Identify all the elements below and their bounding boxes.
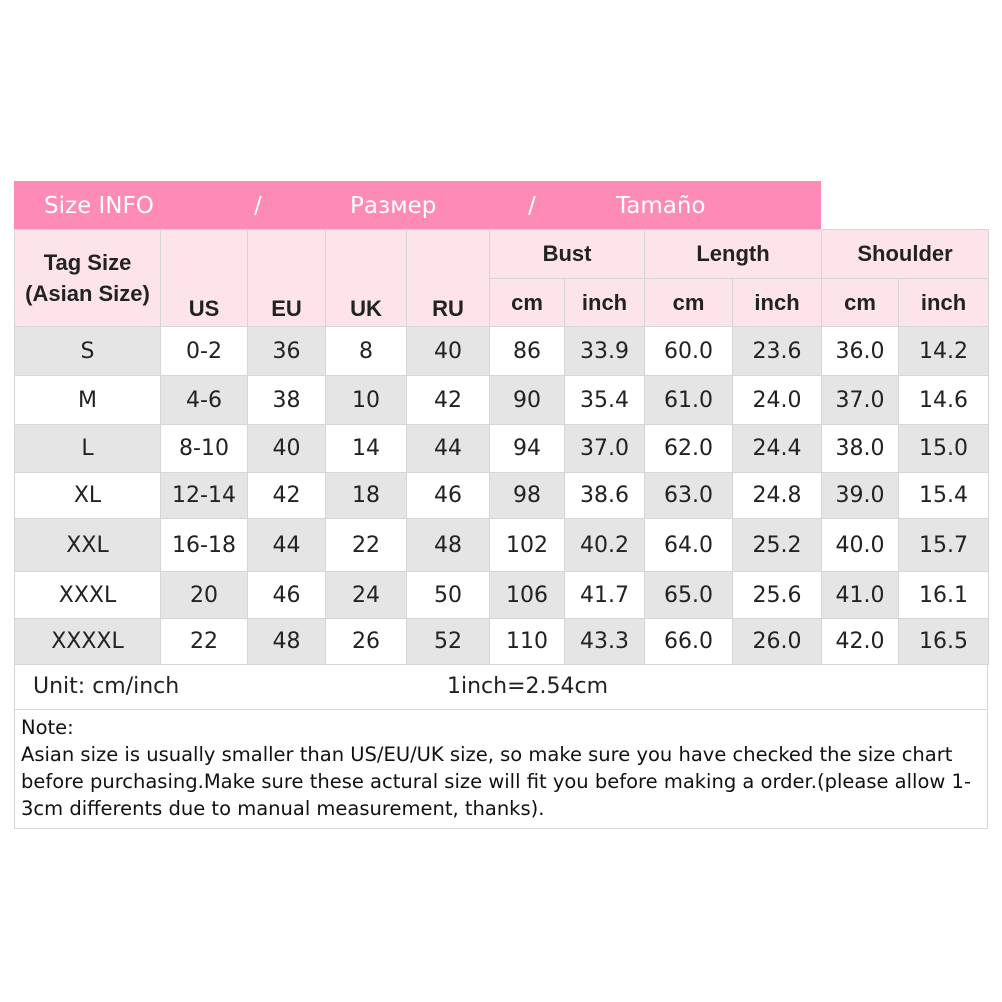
- cell-tag: S: [15, 327, 161, 376]
- table-row: [15, 519, 989, 572]
- cell-shoulder-cm: 37.0: [822, 376, 899, 425]
- cell-shoulder-cm: 42.0: [822, 619, 899, 665]
- cell-us: 16-18: [161, 519, 248, 572]
- cell-length-inch: 24.8: [733, 473, 822, 519]
- cell-eu: 40: [248, 425, 326, 473]
- cell-shoulder-inch: 15.4: [899, 473, 989, 519]
- cell-tag: XXXL: [15, 572, 161, 619]
- cell-uk: 18: [326, 473, 407, 519]
- header-bust: Bust: [490, 230, 645, 279]
- cell-shoulder-cm: 38.0: [822, 425, 899, 473]
- unit-label: Unit: cm/inch: [33, 674, 180, 699]
- header-shoulder-inch: inch: [899, 279, 989, 327]
- cell-ru: 44: [407, 425, 490, 473]
- unit-row: [14, 665, 988, 710]
- cell-bust-inch: 41.7: [565, 572, 645, 619]
- header-shoulder: Shoulder: [822, 230, 989, 279]
- cell-bust-inch: 40.2: [565, 519, 645, 572]
- cell-length-cm: 63.0: [645, 473, 733, 519]
- cell-shoulder-inch: 16.5: [899, 619, 989, 665]
- cell-tag: XXL: [15, 519, 161, 572]
- header-us: US: [161, 230, 248, 327]
- cell-shoulder-inch: 14.2: [899, 327, 989, 376]
- cell-eu: 48: [248, 619, 326, 665]
- cell-eu: 36: [248, 327, 326, 376]
- header-eu: EU: [248, 230, 326, 327]
- note-box: [14, 710, 988, 829]
- cell-bust-inch: 35.4: [565, 376, 645, 425]
- header-bust-cm: cm: [490, 279, 565, 327]
- cell-ru: 46: [407, 473, 490, 519]
- cell-shoulder-cm: 41.0: [822, 572, 899, 619]
- cell-us: 22: [161, 619, 248, 665]
- cell-length-cm: 65.0: [645, 572, 733, 619]
- cell-uk: 10: [326, 376, 407, 425]
- banner-separator: /: [254, 193, 262, 219]
- cell-ru: 52: [407, 619, 490, 665]
- cell-ru: 48: [407, 519, 490, 572]
- cell-shoulder-inch: 16.1: [899, 572, 989, 619]
- cell-us: 20: [161, 572, 248, 619]
- cell-uk: 14: [326, 425, 407, 473]
- cell-length-cm: 66.0: [645, 619, 733, 665]
- cell-length-cm: 60.0: [645, 327, 733, 376]
- note-title: Note:: [21, 716, 74, 739]
- cell-bust-cm: 102: [490, 519, 565, 572]
- cell-ru: 42: [407, 376, 490, 425]
- banner-separator: /: [528, 193, 536, 219]
- cell-bust-cm: 106: [490, 572, 565, 619]
- table-row: [15, 619, 989, 665]
- cell-length-cm: 64.0: [645, 519, 733, 572]
- cell-ru: 40: [407, 327, 490, 376]
- cell-shoulder-cm: 36.0: [822, 327, 899, 376]
- header-length: Length: [645, 230, 822, 279]
- cell-bust-cm: 98: [490, 473, 565, 519]
- cell-length-cm: 62.0: [645, 425, 733, 473]
- cell-us: 0-2: [161, 327, 248, 376]
- cell-ru: 50: [407, 572, 490, 619]
- cell-bust-cm: 110: [490, 619, 565, 665]
- header-bust-inch: inch: [565, 279, 645, 327]
- header-shoulder-cm: cm: [822, 279, 899, 327]
- header-tag-size-line2: (Asian Size): [25, 281, 150, 306]
- cell-tag: M: [15, 376, 161, 425]
- cell-shoulder-cm: 40.0: [822, 519, 899, 572]
- cell-bust-cm: 90: [490, 376, 565, 425]
- header-length-cm: cm: [645, 279, 733, 327]
- header-tag-size-line1: Tag Size: [43, 250, 132, 275]
- cell-shoulder-inch: 15.7: [899, 519, 989, 572]
- conversion-label: 1inch=2.54cm: [447, 674, 609, 699]
- header-tag-size: [15, 230, 161, 327]
- header-ru: RU: [407, 230, 490, 327]
- cell-shoulder-cm: 39.0: [822, 473, 899, 519]
- note-body: Asian size is usually smaller than US/EU/UK size, so make sure you have checked the size chart before purchasing.Make sure these actural size will fit you before making a order.(please allow 1-3cm differents due to manual measurement, thanks).: [21, 743, 971, 820]
- table-row: [15, 473, 989, 519]
- cell-us: 12-14: [161, 473, 248, 519]
- cell-tag: XXXXL: [15, 619, 161, 665]
- cell-bust-cm: 86: [490, 327, 565, 376]
- cell-eu: 44: [248, 519, 326, 572]
- cell-uk: 24: [326, 572, 407, 619]
- header-uk: UK: [326, 230, 407, 327]
- cell-us: 4-6: [161, 376, 248, 425]
- cell-length-inch: 25.2: [733, 519, 822, 572]
- cell-uk: 22: [326, 519, 407, 572]
- table-row: [15, 376, 989, 425]
- cell-bust-inch: 33.9: [565, 327, 645, 376]
- cell-length-inch: 26.0: [733, 619, 822, 665]
- size-chart: [14, 181, 988, 829]
- table-row: [15, 572, 989, 619]
- cell-eu: 42: [248, 473, 326, 519]
- banner-size-info: Size INFO: [44, 193, 154, 219]
- title-banner: [14, 181, 821, 229]
- cell-bust-inch: 37.0: [565, 425, 645, 473]
- cell-tag: L: [15, 425, 161, 473]
- size-table: [14, 229, 989, 665]
- cell-length-inch: 23.6: [733, 327, 822, 376]
- banner-tamano: Tamaño: [616, 193, 706, 219]
- cell-length-inch: 25.6: [733, 572, 822, 619]
- cell-length-cm: 61.0: [645, 376, 733, 425]
- table-row: [15, 327, 989, 376]
- cell-us: 8-10: [161, 425, 248, 473]
- cell-shoulder-inch: 15.0: [899, 425, 989, 473]
- cell-shoulder-inch: 14.6: [899, 376, 989, 425]
- cell-eu: 38: [248, 376, 326, 425]
- table-row: [15, 425, 989, 473]
- cell-eu: 46: [248, 572, 326, 619]
- cell-tag: XL: [15, 473, 161, 519]
- cell-bust-inch: 38.6: [565, 473, 645, 519]
- header-length-inch: inch: [733, 279, 822, 327]
- cell-bust-inch: 43.3: [565, 619, 645, 665]
- cell-uk: 26: [326, 619, 407, 665]
- cell-uk: 8: [326, 327, 407, 376]
- cell-bust-cm: 94: [490, 425, 565, 473]
- banner-razmer: Размер: [350, 193, 437, 219]
- cell-length-inch: 24.4: [733, 425, 822, 473]
- cell-length-inch: 24.0: [733, 376, 822, 425]
